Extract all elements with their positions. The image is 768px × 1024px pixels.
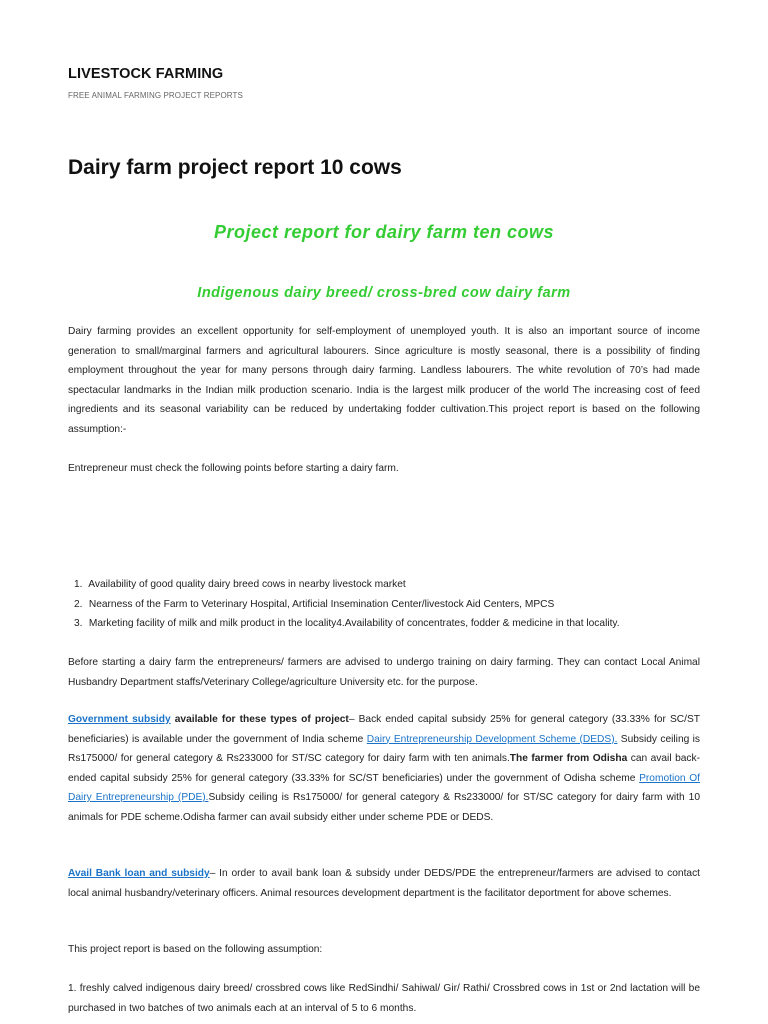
checklist (68, 575, 700, 634)
list-item (68, 614, 700, 634)
pde-scheme-link[interactable]: Promotion Of Dairy Entrepreneurship (PDE). (68, 772, 700, 803)
site-title[interactable]: LIVESTOCK FARMING (68, 66, 224, 82)
entrepreneur-paragraph: Entrepreneur must check the following points before starting a dairy farm. (68, 463, 399, 474)
subsidy-bold-text: available for these types of project (170, 714, 349, 725)
section-heading-project-report: Project report for dairy farm ten cows (213, 222, 555, 242)
list-item-text: Marketing facility of milk and milk product in the locality4.Availability of concentrates, fodder & medicine in that locality. (88, 618, 620, 629)
list-item (68, 575, 700, 595)
list-item (68, 595, 700, 615)
section-heading-breed: Indigenous dairy breed/ cross-bred cow dairy farm (197, 285, 571, 301)
deds-scheme-link[interactable]: Dairy Entrepreneurship Development Scheme (DEDS). (366, 733, 618, 745)
assumption-item-1: 1. freshly calved indigenous dairy breed/ crossbred cows like RedSindhi/ Sahiwal/ Gir/ Rathi/ Crossbred cows in 1st or 2nd lactation will be purchased in two batches of two animals each at an interval of 5 to 6 months. (68, 983, 700, 1014)
list-item-number: 2. (74, 598, 83, 610)
government-subsidy-link[interactable]: Government subsidy (68, 714, 171, 725)
pde-ceiling-text: Subsidy ceiling is Rs175000/ for general category & Rs233000/ for ST/SC category for dairy farm with 10 animals for PDE scheme.Odisha farmer can avail subsidy either under scheme PDE or DEDS. (68, 792, 700, 823)
site-tagline: FREE ANIMAL FARMING PROJECT REPORTS (68, 91, 243, 100)
odisha-subsidy-text: can avail back-ended capital subsidy 25% for general category (33.33% for SC/ST beneficiaries) under the government of Odisha scheme (68, 753, 700, 784)
subsidy-paragraph (68, 710, 700, 827)
assumption-paragraph: This project report is based on the following assumption: (68, 944, 323, 955)
bank-loan-link[interactable]: Avail Bank loan and subsidy (68, 868, 210, 879)
subsidy-text: – Back ended capital subsidy 25% for general category (33.33% for SC/ST beneficiaries) is available under the government of India scheme (68, 714, 700, 745)
bank-loan-paragraph (68, 864, 700, 903)
list-item-number: 1. (74, 579, 83, 590)
bank-loan-text: – In order to avail bank loan & subsidy under DEDS/PDE the entrepreneur/farmers are advised to contact local animal husbandry/veterinary officers. Animal resources development department is the facilitator deportment for above schemes. (68, 868, 700, 899)
training-paragraph: Before starting a dairy farm the entrepreneurs/ farmers are advised to undergo training on dairy farming. They can contact Local Animal Husbandry Department staffs/Veterinary College/agriculture University etc. for the purpose. (68, 657, 700, 688)
subsidy-ceiling-text: Subsidy ceiling is Rs175000/ for general category & Rs233000 for ST/SC category for dairy farm with ten animals. (68, 733, 700, 764)
list-item-text: Availability of good quality dairy breed cows in nearby livestock market (88, 579, 406, 590)
intro-paragraph: Dairy farming provides an excellent opportunity for self-employment of unemployed youth. It is also an important source of income generation to small/marginal farmers and agricultural labourers. Since agriculture is mostly seasonal, there is a possibility of finding employment throughout the year for many persons through dairy farming. Landless labourers. The white revolution of 70’s had made spectacular landmarks in the Indian milk production scenario. India is the largest milk producer of the world The increasing cost of feed ingredients and its seasonal variability can be reduced by undertaking fodder cultivation.This project report is based on the following assumption:- (68, 326, 700, 435)
list-item-text: Nearness of the Farm to Veterinary Hospital, Artificial Insemination Center/livestock Aid Centers, MPCS (88, 598, 555, 610)
odisha-farmer-bold-text: The farmer from Odisha (509, 753, 628, 764)
list-item-number: 3. (74, 618, 83, 629)
post-title: Dairy farm project report 10 cows (68, 156, 402, 179)
